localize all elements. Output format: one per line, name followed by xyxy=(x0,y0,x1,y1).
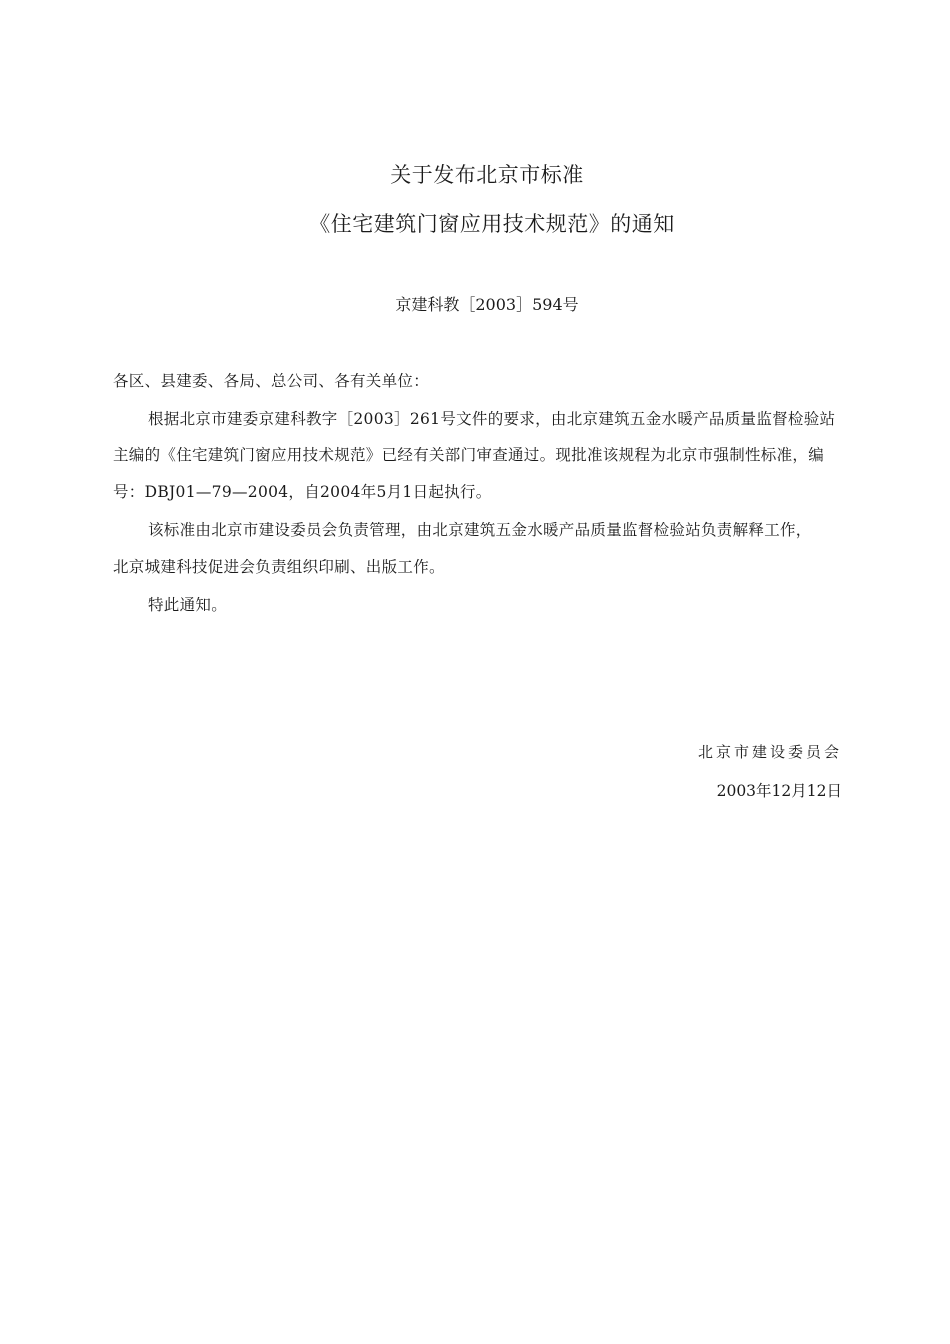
paragraph-2-line-1: 该标准由北京市建设委员会负责管理，由北京建筑五金水暖产品质量监督检验站负责解释工作， xyxy=(148,521,812,539)
paragraph-2-line-2: 北京城建科技促进会负责组织印刷、出版工作。 xyxy=(113,558,445,576)
notice-title-line-1: 关于发布北京市标准 xyxy=(390,163,584,187)
salutation: 各区、县建委、各局、总公司、各有关单位： xyxy=(113,372,430,390)
closing-remark: 特此通知。 xyxy=(148,596,228,614)
paragraph-1-line-2: 主编的《住宅建筑门窗应用技术规范》已经有关部门审查通过。现批准该规程为北京市强制性标准，编 xyxy=(113,446,825,464)
notice-title-line-2: 《住宅建筑门窗应用技术规范》的通知 xyxy=(309,212,675,236)
document-number: 京建科教［2003］594号 xyxy=(395,295,579,314)
signature-date: 2003年12月12日 xyxy=(716,782,842,800)
paragraph-1-line-3: 号：DBJ01—79—2004，自2004年5月1日起执行。 xyxy=(113,483,492,501)
signatory: 北京市建设委员会 xyxy=(697,743,842,761)
paragraph-1-line-1: 根据北京市建委京建科教字［2003］261号文件的要求，由北京建筑五金水暖产品质量监督检验站 xyxy=(148,410,836,428)
